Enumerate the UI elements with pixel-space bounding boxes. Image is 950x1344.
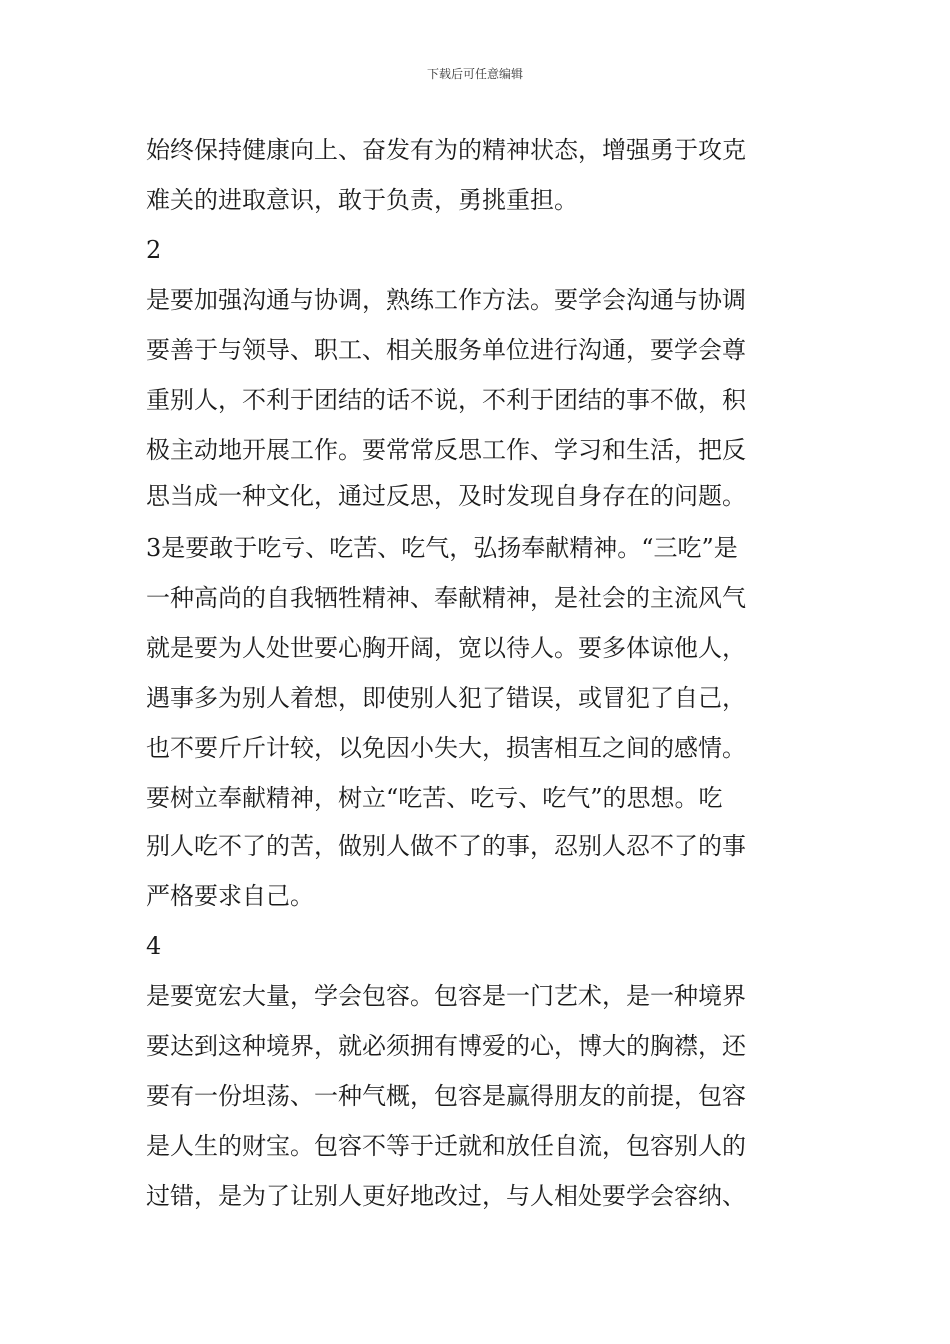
page-header: 下载后可任意编辑 <box>426 67 523 81</box>
text-line: 过错，是为了让别人更好地改过，与人相处要学会容纳、 <box>146 1182 746 1210</box>
text-line: 别人吃不了的苦，做别人做不了的事，忍别人忍不了的事 <box>146 832 746 860</box>
text-line: 也不要斤斤计较，以免因小失大，损害相互之间的感情。 <box>146 734 746 762</box>
text-line: 2 <box>146 236 162 264</box>
text-line: 重别人，不利于团结的话不说，不利于团结的事不做，积 <box>146 386 746 414</box>
text-line: 就是要为人处世要心胸开阔，宽以待人。要多体谅他人， <box>146 634 746 662</box>
text-line: 是人生的财宝。包容不等于迁就和放任自流，包容别人的 <box>146 1132 746 1160</box>
text-line: 要善于与领导、职工、相关服务单位进行沟通，要学会尊 <box>146 336 746 364</box>
text-line: 难关的进取意识，敢于负责，勇挑重担。 <box>146 186 578 214</box>
text-line: 要树立奉献精神，树立“吃苦、吃亏、吃气”的思想。吃 <box>146 784 723 812</box>
text-line: 严格要求自己。 <box>146 882 314 910</box>
text-line: 极主动地开展工作。要常常反思工作、学习和生活，把反 <box>146 436 746 464</box>
text-line: 是要宽宏大量，学会包容。包容是一门艺术，是一种境界 <box>146 982 746 1010</box>
text-line: 3是要敢于吃亏、吃苦、吃气，弘扬奉献精神。“三吃”是 <box>146 534 738 562</box>
text-line: 一种高尚的自我牺牲精神、奉献精神，是社会的主流风气 <box>146 584 746 612</box>
text-line: 要达到这种境界，就必须拥有博爱的心，博大的胸襟，还 <box>146 1032 746 1060</box>
text-line: 遇事多为别人着想，即使别人犯了错误，或冒犯了自己， <box>146 684 746 712</box>
text-line: 始终保持健康向上、奋发有为的精神状态，增强勇于攻克 <box>146 136 746 164</box>
text-line: 4 <box>146 932 162 960</box>
text-line: 思当成一种文化，通过反思，及时发现自身存在的问题。 <box>146 482 746 510</box>
text-line: 要有一份坦荡、一种气概，包容是赢得朋友的前提，包容 <box>146 1082 746 1110</box>
text-line: 是要加强沟通与协调，熟练工作方法。要学会沟通与协调 <box>146 286 746 314</box>
